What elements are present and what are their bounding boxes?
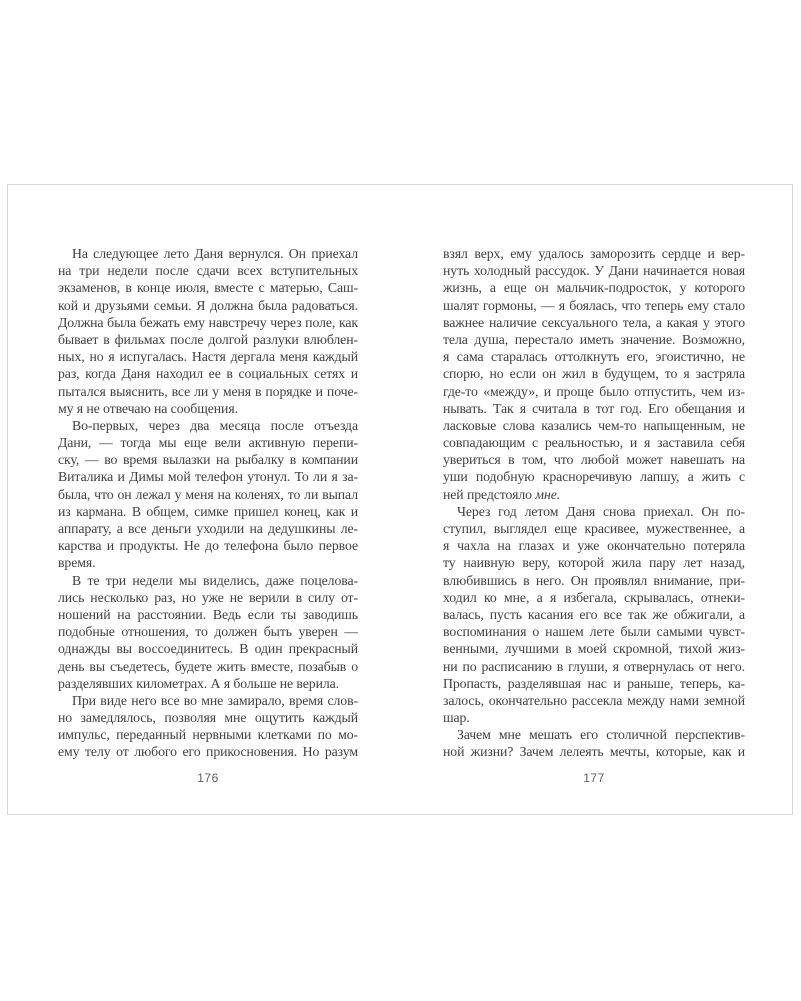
text-line: совпадающим с реальностью, и я заставила себя bbox=[443, 435, 745, 451]
text-line: Должна была бежать ему навстречу через поле, как bbox=[58, 314, 358, 330]
italic-word: мне. bbox=[535, 486, 561, 502]
text-line: пытался выяснить, все ли у меня в порядке и поче- bbox=[58, 383, 358, 399]
paragraph bbox=[443, 245, 745, 503]
text-line: однажды вы воссоединитесь. В один прекрасный bbox=[58, 641, 358, 657]
text-line: Зачем мне мешать его столичной перспектив- bbox=[457, 727, 745, 743]
text-line: спорю, но если он жил в будущем, то я застряла bbox=[443, 366, 745, 382]
text-line: важнее наличие сексуального тела, а какая у этого bbox=[443, 314, 745, 330]
text-line: день вы съедетесь, будете жить вместе, позабыв о bbox=[58, 658, 358, 674]
text-line: ных, но я испугалась. Настя дергала меня каждый bbox=[58, 349, 358, 365]
text-line: ношений на расстоянии. Ведь если ты заводишь bbox=[58, 606, 358, 622]
text-line: Во-первых, через два месяца после отъезда bbox=[72, 417, 358, 433]
text-line: влюбившись в него. Он проявлял внимание, при- bbox=[443, 572, 745, 588]
text-line: жизнь, а еще он мальчик-подросток, у которого bbox=[443, 280, 745, 296]
book-spread bbox=[7, 184, 793, 815]
text-line: нуть холодный рассудок. У Дани начинается новая bbox=[443, 263, 745, 279]
text-line: ни по расписанию в глуши, я отвернулась от него. bbox=[443, 658, 745, 674]
text-line: При виде него все во мне замирало, время слов- bbox=[72, 692, 358, 708]
text-line: залось, окончательно рассекла между нами земной bbox=[443, 692, 745, 708]
text-line: но замедлялось, позволяя мне ощутить каждый bbox=[58, 710, 358, 726]
text-line: лись несколько раз, но уже не верили в силу от- bbox=[58, 589, 358, 605]
text-line: шалят гормоны, — я боялась, что теперь ему стало bbox=[443, 297, 745, 313]
text-line: ту наивную веру, которой жила пару лет назад, bbox=[443, 555, 745, 571]
text-line: я чахла на глазах и уже окончательно потеряла bbox=[443, 538, 745, 554]
text-line: Через год летом Даня снова приехал. Он по- bbox=[457, 503, 745, 519]
text-line: уши подобную красноречивую лапшу, а жить с bbox=[443, 469, 745, 485]
paragraph bbox=[58, 692, 358, 761]
text-line: взял верх, ему удалось заморозить сердце и вер- bbox=[443, 246, 745, 261]
text-line: воспоминания о нашем лете были самыми чувст- bbox=[443, 624, 745, 640]
text-line: В те три недели мы виделись, даже поцелова- bbox=[72, 572, 358, 588]
text-line: Дани, — тогда мы еще вели активную перепи- bbox=[58, 435, 358, 451]
page-left-text bbox=[58, 245, 358, 761]
paragraph bbox=[58, 245, 358, 417]
text-line: бывает в фильмах после долгой разлуки влюблен- bbox=[58, 331, 358, 347]
text-line: ходил ко мне, а я избегала, скрывалась, отнеки- bbox=[443, 589, 745, 605]
text-line: аппарату, а все деньги уходили на дедушкины ле- bbox=[58, 521, 358, 536]
text-line: подобные отношения, то должен быть уверен — bbox=[58, 624, 358, 640]
page-right-text bbox=[443, 245, 745, 761]
text-line: раз, когда Даня находил ее в социальных сетях и bbox=[58, 366, 358, 382]
text-line: была, что он лежал у меня на коленях, то ли выпал bbox=[58, 486, 358, 502]
text-line: ласковые слова казались чем-то напыщенным, не bbox=[443, 417, 745, 433]
text-line: увериться в том, что любой может навешать на bbox=[443, 452, 745, 468]
text-line bbox=[443, 486, 745, 503]
page-number-left: 176 bbox=[197, 771, 219, 785]
text-line: экзаменов, в конце июля, вместе с матерью, Саш- bbox=[58, 280, 358, 296]
text-line: ску, — во время вылазки на рыбалку в компании bbox=[58, 452, 358, 468]
text-line: ной жизни? Зачем лелеять мечты, которые, как и bbox=[443, 744, 745, 760]
text-line: карства и продукты. Не до телефона было первое bbox=[58, 538, 358, 554]
text-line: тела душа, перестало иметь значение. Возможно, bbox=[443, 331, 745, 347]
text-line: из кармана. В общем, симке пришел конец, как и bbox=[58, 503, 358, 519]
paragraph bbox=[58, 417, 358, 572]
page-number-right: 177 bbox=[583, 771, 605, 785]
text-segment: ней предстояло bbox=[443, 486, 536, 502]
text-line: где-то «между», и проще было отпустить, чем из- bbox=[443, 383, 745, 399]
paragraph bbox=[443, 503, 745, 726]
text-line: му я не отвечаю на сообщения. bbox=[58, 400, 238, 416]
text-line: ступил, выглядел еще красивее, мужественнее, а bbox=[443, 521, 745, 536]
paragraph bbox=[58, 572, 358, 692]
text-line: шар. bbox=[443, 710, 470, 726]
text-line: на три недели после сдачи всех вступительных bbox=[58, 263, 358, 279]
text-line: кой и друзьями семьи. Я должна была радоваться. bbox=[58, 297, 358, 313]
text-line: На следующее лето Даня вернулся. Он приехал bbox=[72, 246, 358, 261]
paragraph bbox=[443, 726, 745, 760]
text-line: разделявших километрах. А я больше не верила. bbox=[58, 675, 340, 691]
text-line: Виталика и Димы мой телефон утонул. То ли я за- bbox=[58, 469, 358, 485]
text-line: венными, лучшими в моей скромной, тихой жиз- bbox=[443, 641, 745, 657]
text-line: нывать. Так я считала в тот год. Его обещания и bbox=[443, 400, 745, 416]
text-line: время. bbox=[58, 555, 96, 571]
text-line: я сама старалась оттолкнуть его, эгоистично, не bbox=[443, 349, 745, 365]
text-line: валась, пусть касания его все так же обжигали, а bbox=[443, 606, 745, 622]
text-line: импульс, переданный нервными клетками по мо- bbox=[58, 727, 358, 743]
text-line: Пропасть, разделявшая нас и раньше, теперь, ка- bbox=[443, 675, 745, 691]
text-line: ему телу от любого его прикосновения. Но разум bbox=[58, 744, 358, 760]
